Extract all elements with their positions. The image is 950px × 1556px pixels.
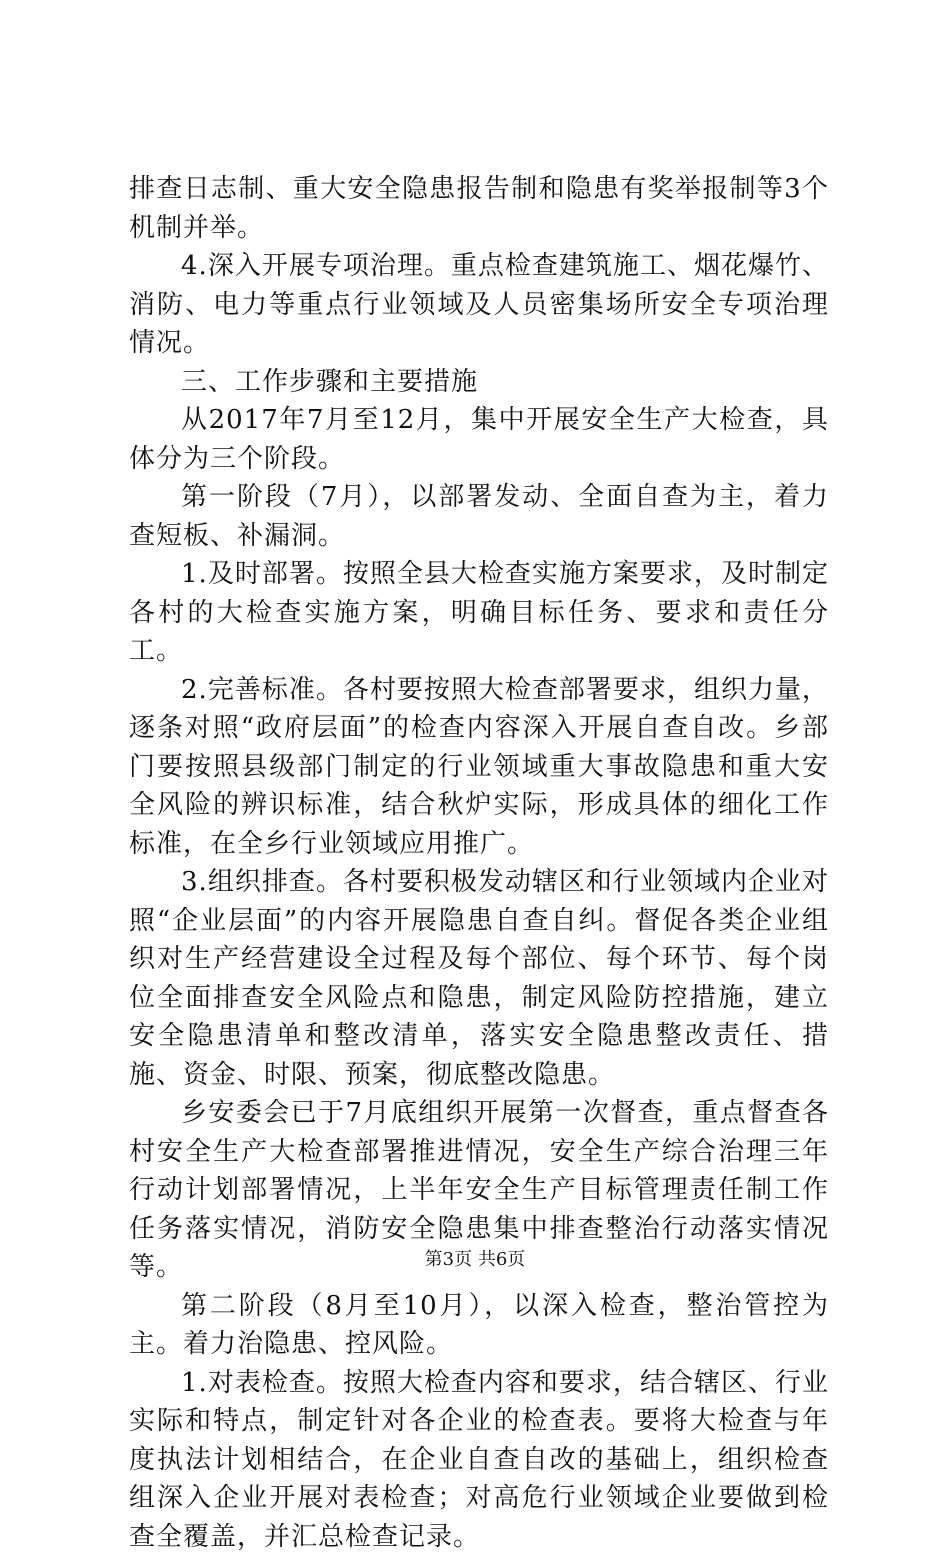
paragraph-intro: 从2017年7月至12月，集中开展安全生产大检查，具体分为三个阶段。 <box>129 401 829 478</box>
paragraph-stage-2-item-1: 1.对表检查。按照大检查内容和要求，结合辖区、行业实际和特点，制定针对各企业的检查表。要将大检查与年度执法计划相结合，在企业自查自改的基础上，组织检查组深入企业开展对表检查；对高危行业领域企业要做到检查全覆盖，并汇总检查记录。 <box>129 1364 829 1556</box>
page-number: 第3页 共6页 <box>0 1245 950 1271</box>
document-body <box>129 170 829 1556</box>
paragraph-stage-1: 第一阶段（7月），以部署发动、全面自查为主，着力查短板、补漏洞。 <box>129 478 829 555</box>
paragraph-inspection: 乡安委会已于7月底组织开展第一次督查，重点督查各村安全生产大检查部署推进情况，安全生产综合治理三年行动计划部署情况，上半年安全生产目标管理责任制工作任务落实情况，消防安全隐患集中排查整治行动落实情况等。 <box>129 1094 829 1287</box>
paragraph-stage-2: 第二阶段（8月至10月），以深入检查，整治管控为主。着力治隐患、控风险。 <box>129 1287 829 1364</box>
paragraph-stage-1-item-1: 1.及时部署。按照全县大检查实施方案要求，及时制定各村的大检查实施方案，明确目标任务、要求和责任分工。 <box>129 555 829 671</box>
section-heading: 三、工作步骤和主要措施 <box>129 363 829 402</box>
paragraph-stage-1-item-2: 2.完善标准。各村要按照大检查部署要求，组织力量，逐条对照“政府层面”的检查内容深入开展自查自改。乡部门要按照县级部门制定的行业领域重大事故隐患和重大安全风险的辨识标准，结合秋炉实际，形成具体的细化工作标准，在全乡行业领域应用推广。 <box>129 671 829 864</box>
paragraph-item-4: 4.深入开展专项治理。重点检查建筑施工、烟花爆竹、消防、电力等重点行业领域及人员密集场所安全专项治理情况。 <box>129 247 829 363</box>
paragraph-stage-1-item-3: 3.组织排查。各村要积极发动辖区和行业领域内企业对照“企业层面”的内容开展隐患自查自纠。督促各类企业组织对生产经营建设全过程及每个部位、每个环节、每个岗位全面排查安全风险点和隐患，制定风险防控措施，建立安全隐患清单和整改清单，落实安全隐患整改责任、措施、资金、时限、预案，彻底整改隐患。 <box>129 863 829 1094</box>
paragraph-continuation: 排查日志制、重大安全隐患报告制和隐患有奖举报制等3个机制并举。 <box>129 170 829 247</box>
